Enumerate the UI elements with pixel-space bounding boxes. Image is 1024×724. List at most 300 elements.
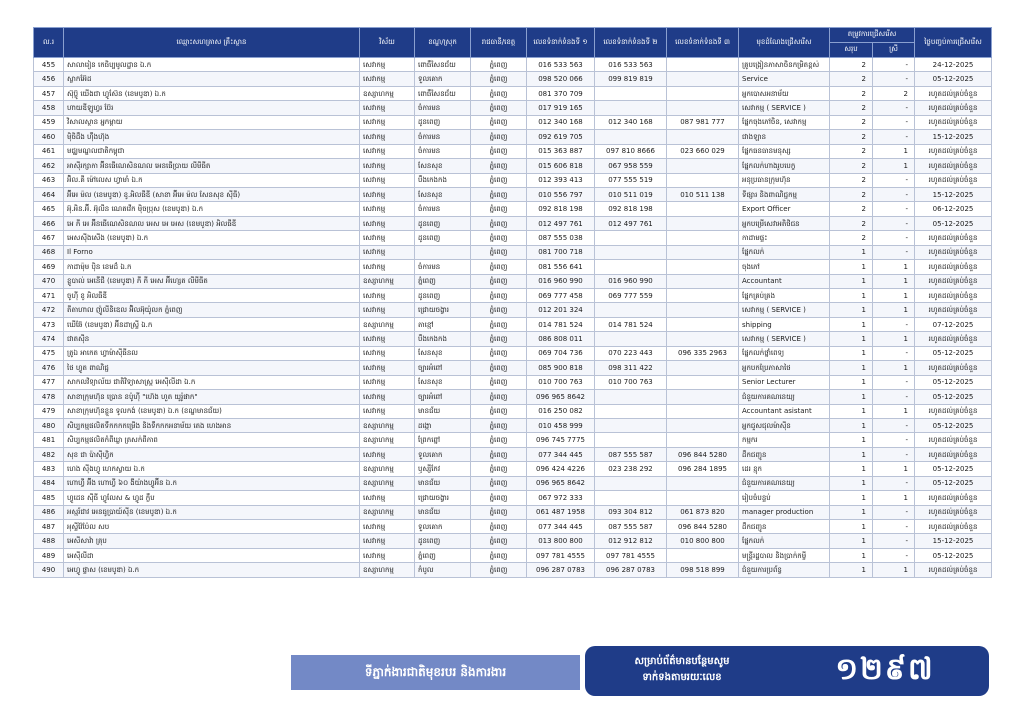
cell-district: ដូនពេញ	[415, 534, 471, 548]
cell-no: 468	[34, 245, 64, 259]
cell-district: ទួលគោក	[415, 447, 471, 461]
cell-position: ចុងភៅ	[739, 260, 830, 274]
agency-banner	[291, 655, 580, 690]
cell-sector: សេវាកម្ម	[360, 520, 415, 534]
cell-phone2: 010 700 763	[595, 375, 667, 389]
cell-phone2	[595, 390, 667, 404]
cell-female: 1	[873, 144, 915, 158]
cell-phone1: 016 533 563	[527, 58, 595, 72]
cell-total: 2	[830, 115, 873, 129]
cell-no: 464	[34, 187, 64, 201]
cell-phone3	[667, 231, 739, 245]
cell-district: មានជ័យ	[415, 476, 471, 490]
cell-female: -	[873, 130, 915, 144]
hotline-note	[597, 654, 767, 686]
cell-province: ភ្នំពេញ	[471, 289, 527, 303]
cell-deadline: 05-12-2025	[915, 476, 992, 490]
cell-company: ត្រូឯ អាកេត ហ្វាម៉ាស៊ីធីនល	[64, 346, 360, 360]
cell-province: ភ្នំពេញ	[471, 144, 527, 158]
cell-phone2	[595, 303, 667, 317]
cell-phone1: 092 818 198	[527, 202, 595, 216]
cell-sector: ឧស្សាហកម្ម	[360, 476, 415, 490]
cell-phone2	[595, 231, 667, 245]
cell-phone3	[667, 491, 739, 505]
cell-district: សែនសុខ	[415, 346, 471, 360]
cell-position: កាដាមផ្ទះ	[739, 231, 830, 245]
cell-phone1: 016 960 990	[527, 274, 595, 288]
cell-phone1: 081 700 718	[527, 245, 595, 259]
cell-female: -	[873, 505, 915, 519]
cell-sector: សេវាកម្ម	[360, 144, 415, 158]
cell-total: 1	[830, 418, 873, 432]
cell-total: 1	[830, 332, 873, 346]
cell-position: Service	[739, 72, 830, 86]
cell-deadline: 15-12-2025	[915, 187, 992, 201]
table-row	[34, 303, 992, 317]
cell-total: 2	[830, 130, 873, 144]
cell-phone3	[667, 418, 739, 432]
cell-phone2: 016 533 563	[595, 58, 667, 72]
cell-female: 2	[873, 86, 915, 100]
cell-phone2: 098 311 422	[595, 361, 667, 375]
cell-phone2	[595, 433, 667, 447]
cell-district: ចំការមន	[415, 130, 471, 144]
cell-phone1: 077 344 445	[527, 447, 595, 461]
col-female: ស្រី	[873, 43, 915, 58]
cell-phone3	[667, 72, 739, 86]
cell-phone1: 015 363 887	[527, 144, 595, 158]
cell-total: 2	[830, 72, 873, 86]
table-row	[34, 491, 992, 505]
cell-phone1: 096 287 0783	[527, 563, 595, 577]
hotline-number: ១២៩៧	[835, 652, 935, 687]
cell-no: 457	[34, 86, 64, 100]
cell-company: វិសាលស្ថាន អ្នកម្តាយ	[64, 115, 360, 129]
cell-total: 2	[830, 86, 873, 100]
cell-no: 473	[34, 317, 64, 331]
cell-position: អនុប្រធានក្រុមហ៊ុន	[739, 173, 830, 187]
cell-company: សុខ ជា ប៉ាស៊ីហ្វិក	[64, 447, 360, 461]
col-phone1: លេខទំនាក់ទំនងទី ១	[527, 28, 595, 58]
table-row	[34, 520, 992, 534]
cell-no: 481	[34, 433, 64, 447]
cell-phone1: 096 965 8642	[527, 476, 595, 490]
cell-district: បឹងកេងកង	[415, 173, 471, 187]
cell-position: ផ្នែកធនធានមនុស្ស	[739, 144, 830, 158]
cell-phone2: 016 960 990	[595, 274, 667, 288]
cell-deadline: រហូតដល់គ្រប់ចំនួន	[915, 505, 992, 519]
cell-female: -	[873, 216, 915, 230]
table-row	[34, 361, 992, 375]
cell-position: Export Officer	[739, 202, 830, 216]
cell-province: ភ្នំពេញ	[471, 187, 527, 201]
cell-province: ភ្នំពេញ	[471, 72, 527, 86]
cell-company: ហោហ្វី អ៊ីង ហោហ្វី ៦០ ងីយ៉ាងហ្វូអ៊ីន ឯ.ក	[64, 476, 360, 490]
table-row	[34, 231, 992, 245]
cell-company: តីតាហាល ញ៉ូលីនិឌេល អ៊ិលអ៊ុយ៉ូលក ភ្នំពេញ	[64, 303, 360, 317]
cell-position: សេវាកម្ម ( SERVICE )	[739, 303, 830, 317]
cell-position: ផ្នែកលក់ហាងរូបបេក្ខ	[739, 159, 830, 173]
cell-female: 1	[873, 274, 915, 288]
cell-phone1: 096 424 4226	[527, 462, 595, 476]
cell-sector: សេវាកម្ម	[360, 72, 415, 86]
cell-phone3	[667, 216, 739, 230]
cell-position: ផ្នែកលក់ថ្នាំពេទ្យ	[739, 346, 830, 360]
cell-phone1: 061 487 1958	[527, 505, 595, 519]
table-row	[34, 447, 992, 461]
cell-deadline: រហូតដល់គ្រប់ចំនួន	[915, 361, 992, 375]
cell-deadline: 15-12-2025	[915, 534, 992, 548]
cell-province: ភ្នំពេញ	[471, 245, 527, 259]
cell-phone3	[667, 303, 739, 317]
cell-phone3: 061 873 820	[667, 505, 739, 519]
cell-province: ភ្នំពេញ	[471, 303, 527, 317]
cell-deadline: 05-12-2025	[915, 72, 992, 86]
table-row	[34, 332, 992, 346]
cell-phone2	[595, 491, 667, 505]
cell-total: 1	[830, 274, 873, 288]
cell-position: អ្នកបកប្រែភាសាថៃ	[739, 361, 830, 375]
table-row	[34, 173, 992, 187]
cell-total: 1	[830, 462, 873, 476]
cell-female: 1	[873, 462, 915, 476]
cell-district: ទួលគោក	[415, 520, 471, 534]
cell-total: 1	[830, 303, 873, 317]
cell-no: 477	[34, 375, 64, 389]
table-row	[34, 462, 992, 476]
cell-deadline: រហូតដល់គ្រប់ចំនួន	[915, 447, 992, 461]
cell-province: ភ្នំពេញ	[471, 260, 527, 274]
cell-position: អ្នកជួសជុលម៉ាស៊ីន	[739, 418, 830, 432]
cell-total: 1	[830, 563, 873, 577]
cell-phone2: 067 958 559	[595, 159, 667, 173]
cell-phone3	[667, 130, 739, 144]
cell-sector: សេវាកម្ម	[360, 159, 415, 173]
table-row	[34, 86, 992, 100]
cell-total: 2	[830, 231, 873, 245]
cell-position: ទីផ្សារ និងពាណិជ្ជកម្ម	[739, 187, 830, 201]
cell-female: 1	[873, 332, 915, 346]
cell-company: ស៊ុប៊្លូ យើងជា ហ្វូស៊ែន (ខេមបូឌា) ឯ.ក	[64, 86, 360, 100]
cell-phone3: 096 844 5280	[667, 520, 739, 534]
cell-province: ភ្នំពេញ	[471, 505, 527, 519]
cell-province: ភ្នំពេញ	[471, 361, 527, 375]
cell-position: manager production	[739, 505, 830, 519]
cell-no: 467	[34, 231, 64, 245]
table-row	[34, 433, 992, 447]
cell-phone2: 093 304 812	[595, 505, 667, 519]
cell-female: -	[873, 187, 915, 201]
cell-company: អស្មរ័ជាវ អេនធូប្រាយ៍ស៊ីន (ខេមបូឌា) ឯ.ក	[64, 505, 360, 519]
cell-position: ផ្នែកលក់	[739, 245, 830, 259]
cell-sector: សេវាកម្ម	[360, 101, 415, 115]
cell-company: អេសស៊ីងសើង (ខេមបូឌា) ឯ.ក	[64, 231, 360, 245]
cell-sector: សេវាកម្ម	[360, 245, 415, 259]
cell-district: សែនសុខ	[415, 159, 471, 173]
cell-company: ចូហ៊ី ខូ អិលធីឌី	[64, 289, 360, 303]
cell-total: 2	[830, 58, 873, 72]
cell-company: ស្លាកអ៊ែដ	[64, 72, 360, 86]
cell-phone3	[667, 274, 739, 288]
cell-total: 1	[830, 534, 873, 548]
cell-phone3	[667, 245, 739, 259]
table-row	[34, 187, 992, 201]
cell-province: ភ្នំពេញ	[471, 58, 527, 72]
table-row	[34, 375, 992, 389]
table-row	[34, 418, 992, 432]
cell-female: -	[873, 346, 915, 360]
cell-deadline: រហូតដល់គ្រប់ចំនួន	[915, 101, 992, 115]
col-province: រាជធានី/ខេត្ត	[471, 28, 527, 58]
cell-company: អេហ្វូ ផ្ទាស (ខេមបូឌា) ឯ.ក	[64, 563, 360, 577]
cell-company: កាដាម៉ុម ប៉ិន ខេមដ៏ ឯ.ក	[64, 260, 360, 274]
cell-no: 488	[34, 534, 64, 548]
cell-district: ភ្នំពេញ	[415, 274, 471, 288]
cell-phone1: 016 250 082	[527, 404, 595, 418]
cell-phone3	[667, 58, 739, 72]
cell-phone1: 087 555 038	[527, 231, 595, 245]
cell-total: 2	[830, 202, 873, 216]
cell-total: 1	[830, 390, 873, 404]
table-row	[34, 476, 992, 490]
cell-phone2: 097 810 8666	[595, 144, 667, 158]
cell-district: ចំការមន	[415, 101, 471, 115]
cell-phone3	[667, 361, 739, 375]
cell-company: សាកលវិទ្យាល័យ ជាតិវិទ្យាសាស្ត្រ អេស៊ីលីដា ឯ.ក	[64, 375, 360, 389]
cell-phone2: 069 777 559	[595, 289, 667, 303]
cell-company: សិប្បកម្មផលិតទឹកកកកម្រើង និងទឹកកកអនាម័យ តេង ហេងអាន	[64, 418, 360, 432]
cell-phone3	[667, 375, 739, 389]
cell-phone3	[667, 86, 739, 100]
cell-phone2	[595, 245, 667, 259]
cell-phone3	[667, 289, 739, 303]
cell-province: ភ្នំពេញ	[471, 447, 527, 461]
col-sector: វិស័យ	[360, 28, 415, 58]
cell-phone2	[595, 260, 667, 274]
cell-total: 1	[830, 361, 873, 375]
cell-sector: ឧស្សាហកម្ម	[360, 433, 415, 447]
cell-position: គ្រូបង្រៀនភាសាចិនកម្រិតខ្ពស់	[739, 58, 830, 72]
cell-total: 1	[830, 317, 873, 331]
header-row-1	[34, 28, 992, 43]
cell-deadline: រហូតដល់គ្រប់ចំនួន	[915, 86, 992, 100]
cell-phone1: 069 704 736	[527, 346, 595, 360]
cell-phone3	[667, 548, 739, 562]
cell-total: 1	[830, 476, 873, 490]
cell-phone1: 012 393 413	[527, 173, 595, 187]
cell-no: 478	[34, 390, 64, 404]
cell-phone3	[667, 260, 739, 274]
cell-no: 485	[34, 491, 64, 505]
cell-no: 482	[34, 447, 64, 461]
cell-province: ភ្នំពេញ	[471, 101, 527, 115]
table-row	[34, 346, 992, 360]
cell-deadline: រហូតដល់គ្រប់ចំនួន	[915, 144, 992, 158]
cell-female: -	[873, 245, 915, 259]
cell-phone1: 010 458 999	[527, 418, 595, 432]
cell-district: ភ្នំពេញ	[415, 548, 471, 562]
cell-province: ភ្នំពេញ	[471, 462, 527, 476]
cell-phone3	[667, 317, 739, 331]
table-body	[34, 58, 992, 578]
cell-sector: សេវាកម្ម	[360, 260, 415, 274]
cell-district: តាខ្មៅ	[415, 317, 471, 331]
cell-no: 483	[34, 462, 64, 476]
cell-province: ភ្នំពេញ	[471, 159, 527, 173]
cell-female: -	[873, 447, 915, 461]
cell-province: ភ្នំពេញ	[471, 231, 527, 245]
cell-position: មន្ត្រីរដ្ឋបាល និងប្រាក់កម្ចី	[739, 548, 830, 562]
cell-phone2: 087 555 587	[595, 447, 667, 461]
cell-district: ជ្រោយចង្វារ	[415, 303, 471, 317]
cell-province: ភ្នំពេញ	[471, 173, 527, 187]
cell-sector: សេវាកម្ម	[360, 491, 415, 505]
cell-female: -	[873, 317, 915, 331]
cell-position: ផ្នែកចុងភៅចិន, សេវាកម្ម	[739, 115, 830, 129]
cell-phone2: 087 555 587	[595, 520, 667, 534]
cell-no: 489	[34, 548, 64, 562]
cell-total: 2	[830, 159, 873, 173]
cell-female: 1	[873, 159, 915, 173]
table-row	[34, 274, 992, 288]
cell-phone2: 092 818 198	[595, 202, 667, 216]
col-need: តម្រូវការជ្រើសរើស	[830, 28, 915, 43]
cell-district: ដូនពេញ	[415, 216, 471, 230]
cell-no: 455	[34, 58, 64, 72]
cell-phone1: 092 619 705	[527, 130, 595, 144]
table-row	[34, 130, 992, 144]
cell-company: សាខាក្រុមហ៊ុន ប្រោន ខប៉ូហ៊ី "ហ៊េង ហួត យូរ៉ូផាក"	[64, 390, 360, 404]
cell-position: ដេរ ខ្មុក	[739, 462, 830, 476]
cell-province: ភ្នំពេញ	[471, 346, 527, 360]
cell-female: -	[873, 534, 915, 548]
cell-deadline: 05-12-2025	[915, 390, 992, 404]
cell-female: -	[873, 58, 915, 72]
col-district: ខណ្ឌ/ស្រុក	[415, 28, 471, 58]
cell-phone2	[595, 404, 667, 418]
cell-phone3	[667, 159, 739, 173]
cell-no: 469	[34, 260, 64, 274]
cell-position: ដឹកជញ្ជូន	[739, 520, 830, 534]
cell-phone3: 096 284 1895	[667, 462, 739, 476]
col-position: មុខដំណែងជ្រើសរើស	[739, 28, 830, 58]
cell-phone1: 010 556 797	[527, 187, 595, 201]
hotline-banner	[585, 646, 989, 696]
cell-position: ផ្នែកគ្រប់គ្រង	[739, 289, 830, 303]
cell-total: 1	[830, 520, 873, 534]
cell-phone1: 015 606 818	[527, 159, 595, 173]
cell-sector: សេវាកម្ម	[360, 58, 415, 72]
cell-deadline: រហូតដល់គ្រប់ចំនួន	[915, 173, 992, 187]
cell-district: ទួលគោក	[415, 72, 471, 86]
cell-district: ច្បារអំពៅ	[415, 390, 471, 404]
hotline-note-line2: ទាក់ទងតាមរយៈលេខ	[642, 672, 722, 683]
cell-phone1: 012 201 324	[527, 303, 595, 317]
cell-sector: ឧស្សាហកម្ម	[360, 274, 415, 288]
cell-sector: សេវាកម្ម	[360, 534, 415, 548]
table-row	[34, 260, 992, 274]
cell-province: ភ្នំពេញ	[471, 520, 527, 534]
cell-company: សាលារៀន កេធិប្បមូលដ្ឋាន ឯ.ក	[64, 58, 360, 72]
cell-phone1: 085 900 818	[527, 361, 595, 375]
cell-company: អុស្ទីវ៉ៃប៉ែល សប	[64, 520, 360, 534]
cell-company: អ៊ីអេ ម៉ល (ខេមបូឌា) ខូ.អិលធីឌី (សាខា អ៊ីអេ ម៉ល សែនសុខ ស៊ីធី)	[64, 187, 360, 201]
cell-total: 1	[830, 505, 873, 519]
cell-district: បឹងកេងកង	[415, 332, 471, 346]
cell-no: 461	[34, 144, 64, 158]
cell-phone1: 097 781 4555	[527, 548, 595, 562]
cell-deadline: រហូតដល់គ្រប់ចំនួន	[915, 433, 992, 447]
cell-deadline: 06-12-2025	[915, 202, 992, 216]
cell-no: 459	[34, 115, 64, 129]
table-row	[34, 245, 992, 259]
cell-district: មានជ័យ	[415, 505, 471, 519]
cell-position: ជំនួយការគណនេយ្យ	[739, 390, 830, 404]
cell-deadline: រហូតដល់គ្រប់ចំនួន	[915, 231, 992, 245]
table-row	[34, 317, 992, 331]
cell-sector: សេវាកម្ម	[360, 231, 415, 245]
cell-deadline: រហូតដល់គ្រប់ចំនួន	[915, 404, 992, 418]
cell-position: អ្នកបម្រើសេវាអតិថិជន	[739, 216, 830, 230]
cell-phone2	[595, 418, 667, 432]
cell-female: 1	[873, 563, 915, 577]
cell-phone3: 010 800 800	[667, 534, 739, 548]
cell-province: ភ្នំពេញ	[471, 433, 527, 447]
cell-province: ភ្នំពេញ	[471, 216, 527, 230]
cell-deadline: 05-12-2025	[915, 216, 992, 230]
cell-female: -	[873, 418, 915, 432]
cell-province: ភ្នំពេញ	[471, 115, 527, 129]
table-row	[34, 505, 992, 519]
cell-no: 458	[34, 101, 64, 115]
cell-deadline: រហូតដល់គ្រប់ចំនួន	[915, 520, 992, 534]
cell-total: 1	[830, 404, 873, 418]
cell-phone2: 012 912 812	[595, 534, 667, 548]
cell-district: ព្រែកព្នៅ	[415, 433, 471, 447]
cell-total: 2	[830, 216, 873, 230]
cell-deadline: 05-12-2025	[915, 548, 992, 562]
cell-district: ដូនពេញ	[415, 231, 471, 245]
cell-phone3	[667, 404, 739, 418]
cell-position: ដឹកជញ្ជូន	[739, 447, 830, 461]
cell-deadline: រហូតដល់គ្រប់ចំនួន	[915, 563, 992, 577]
cell-phone1: 010 700 763	[527, 375, 595, 389]
cell-province: ភ្នំពេញ	[471, 130, 527, 144]
cell-province: ភ្នំពេញ	[471, 418, 527, 432]
cell-phone1: 096 745 7775	[527, 433, 595, 447]
cell-no: 463	[34, 173, 64, 187]
cell-district: ដូនពេញ	[415, 115, 471, 129]
cell-sector: ឧស្សាហកម្ម	[360, 563, 415, 577]
cell-position: Senior Lecturer	[739, 375, 830, 389]
cell-sector: សេវាកម្ម	[360, 375, 415, 389]
cell-district: ជ្រោយចង្វារ	[415, 491, 471, 505]
cell-province: ភ្នំពេញ	[471, 86, 527, 100]
cell-phone3: 010 511 138	[667, 187, 739, 201]
cell-sector: សេវាកម្ម	[360, 303, 415, 317]
cell-province: ភ្នំពេញ	[471, 274, 527, 288]
cell-district: ចំការមន	[415, 260, 471, 274]
cell-female: 1	[873, 491, 915, 505]
cell-position: កម្មករ	[739, 433, 830, 447]
cell-female: -	[873, 231, 915, 245]
cell-sector: សេវាកម្ម	[360, 346, 415, 360]
cell-sector: សេវាកម្ម	[360, 332, 415, 346]
table-row	[34, 58, 992, 72]
cell-phone3: 096 844 5280	[667, 447, 739, 461]
cell-position: ជំនួយការប្រព័ន្ធ	[739, 563, 830, 577]
col-phone3: លេខទំនាក់ទំនងទី ៣	[667, 28, 739, 58]
